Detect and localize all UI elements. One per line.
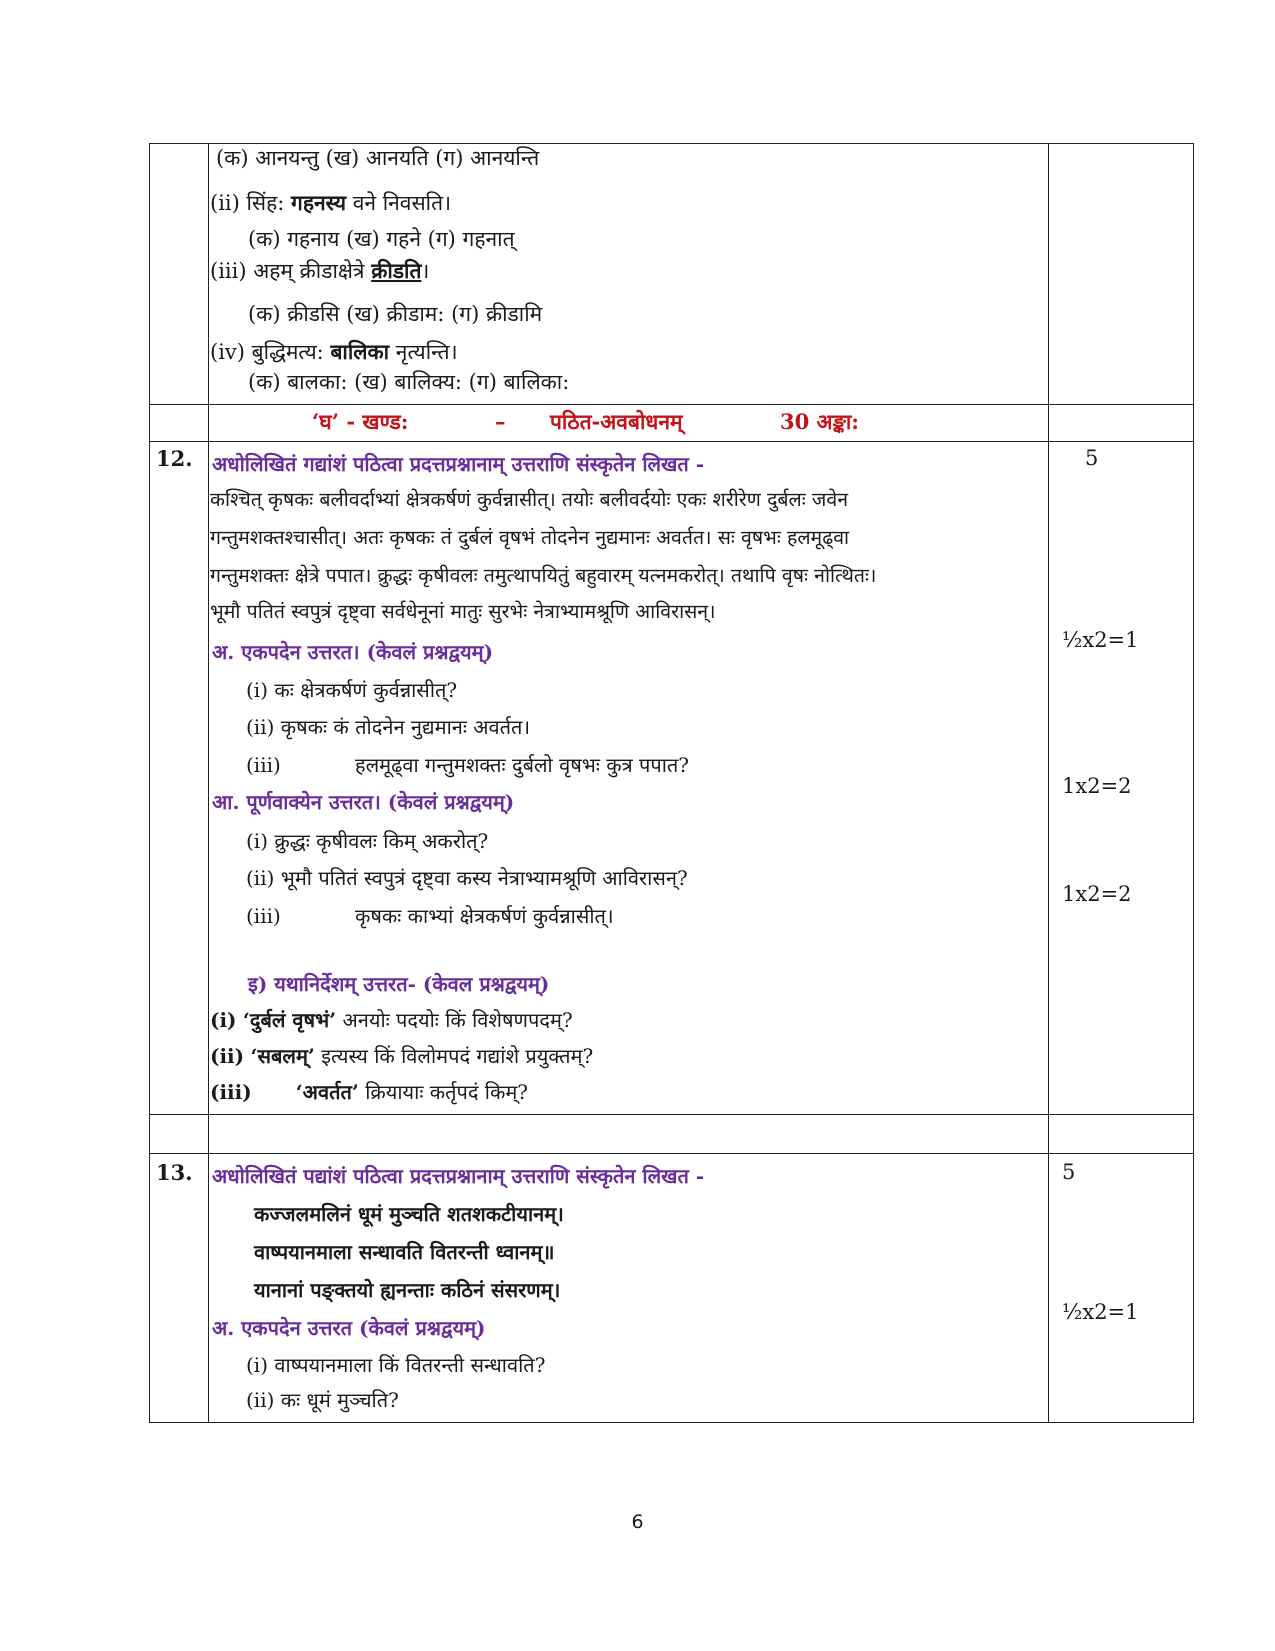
part-a-question: (i) कः क्षेत्रकर्षणं कुर्वन्नासीत्?: [246, 678, 458, 702]
question-number: 12.: [156, 446, 193, 471]
part-a-question-num: (iii): [246, 753, 281, 777]
column-divider: [1048, 442, 1049, 1114]
part-i-question: (i) ‘दुर्बलं वृषभं’ अनयोः पदयोः किं विशेषणपदम्?: [210, 1008, 573, 1032]
options-ii: (क) गहनाय (ख) गहने (ग) गहनात्: [248, 227, 515, 251]
question-ii: (ii) सिंह: गहनस्य वने निवसति।: [210, 190, 452, 215]
question-number: 13.: [156, 1160, 193, 1185]
column-divider: [1048, 1115, 1049, 1153]
section-title: पठित-अवबोधनम्: [550, 409, 683, 434]
column-divider: [208, 144, 209, 404]
part-i-marks: 1x2=2: [1062, 882, 1132, 906]
part-aa-question-num: (iii): [246, 904, 281, 928]
passage-line: गन्तुमशक्तश्चासीत्। अतः कृषकः तं दुर्बलं वृषभं तोदनेन नुद्यमानः अवर्तत। सः वृषभः हलमूढ्वा: [210, 526, 850, 549]
part-a-marks: ½x2=1: [1062, 1300, 1139, 1324]
column-divider: [208, 442, 209, 1114]
row-question-12: [149, 441, 1194, 1115]
column-divider: [1048, 144, 1049, 404]
passage-line: कश्चित् कृषकः बलीवर्दाभ्यां क्षेत्रकर्षणं कुर्वन्नासीत्। तयोः बलीवर्दयोः एकः शरीरेण दुर्बलः जवेन: [210, 488, 849, 511]
verse-line: कज्जलमलिनं धूमं मुञ्चति शतशकटीयानम्।: [254, 1202, 564, 1226]
section-marks: 30 अङ्का:: [780, 409, 860, 434]
question-heading: अधोलिखितं गद्यांशं पठित्वा प्रदत्तप्रश्नानाम् उत्तराणि संस्कृतेन लिखत -: [212, 452, 705, 476]
column-divider: [1048, 1154, 1049, 1422]
row-question-13: [149, 1153, 1194, 1423]
section-khand: ‘घ’ - खण्ड:: [312, 409, 409, 434]
page-number: 6: [631, 1511, 644, 1533]
part-aa-heading: आ. पूर्णवाक्येन उत्तरत। (केवलं प्रश्नद्वयम्): [212, 790, 515, 814]
column-divider: [208, 1154, 209, 1422]
total-marks: 5: [1085, 446, 1099, 470]
part-a-question: हलमूढ्वा गन्तुमशक्तः दुर्बलो वृषभः कुत्र पपात?: [355, 753, 690, 777]
part-a-heading: अ. एकपदेन उत्तरत। (केवलं प्रश्नद्वयम्): [212, 640, 494, 664]
part-a-question: (i) वाष्पयानमाला किं वितरन्ती सन्धावति?: [246, 1353, 546, 1377]
column-divider: [1048, 405, 1049, 441]
part-i-question: (ii) ‘सबलम्’ इत्यस्य किं विलोमपदं गद्यांशे प्रयुक्तम्?: [210, 1044, 594, 1068]
row-section-heading: [149, 404, 1194, 442]
question-heading: अधोलिखितं पद्यांशं पठित्वा प्रदत्तप्रश्नानाम् उत्तराणि संस्कृतेन लिखत -: [212, 1164, 705, 1188]
column-divider: [208, 405, 209, 441]
column-divider: [208, 1115, 209, 1153]
part-a-question: (ii) कः धूमं मुञ्चति?: [246, 1388, 399, 1412]
passage-line: भूमौ पतितं स्वपुत्रं दृष्ट्वा सर्वधेनूनां मातुः सुरभेः नेत्राभ्यामश्रूणि आविरासन्।: [210, 600, 716, 623]
total-marks: 5: [1062, 1160, 1076, 1184]
section-dash: –: [495, 409, 506, 434]
verse-line: वाष्पयानमाला सन्धावति वितरन्ती ध्वानम्॥: [254, 1240, 555, 1264]
part-i-question: (iii) ‘अवर्तत’ क्रियायाः कर्तृपदं किम्?: [210, 1080, 529, 1104]
options-line: (क) आनयन्तु (ख) आनयति (ग) आनयन्ति: [216, 146, 540, 170]
part-aa-question: (i) क्रुद्धः कृषीवलः किम् अकरोत्?: [246, 829, 489, 853]
options-iii: (क) क्रीडसि (ख) क्रीडाम: (ग) क्रीडामि: [248, 302, 543, 326]
part-a-marks: ½x2=1: [1062, 628, 1139, 652]
part-aa-question: (ii) भूमौ पतितं स्वपुत्रं दृष्ट्वा कस्य नेत्राभ्यामश्रूणि आविरासन्?: [246, 866, 688, 890]
part-a-question: (ii) कृषकः कं तोदनेन नुद्यमानः अवर्तत।: [246, 715, 531, 739]
row-continuation: [149, 143, 1194, 405]
options-iv: (क) बालका: (ख) बालिक्य: (ग) बालिका:: [248, 370, 570, 394]
part-aa-question: कृषकः काभ्यां क्षेत्रकर्षणं कुर्वन्नासीत्।: [355, 904, 614, 928]
part-aa-marks: 1x2=2: [1062, 774, 1132, 798]
question-iv: (iv) बुद्धिमत्य: बालिका नृत्यन्ति।: [210, 339, 458, 364]
part-a-heading: अ. एकपदेन उत्तरत (केवलं प्रश्नद्वयम्): [212, 1316, 486, 1340]
question-iii: (iii) अहम् क्रीडाक्षेत्रे क्रीडति।: [210, 258, 430, 283]
verse-line: यानानां पङ्क्तयो ह्यनन्ताः कठिनं संसरणम्।: [254, 1278, 561, 1302]
part-i-heading: इ) यथानिर्देशम् उत्तरत- (केवल प्रश्नद्वयम्): [248, 972, 550, 996]
passage-line: गन्तुमशक्तः क्षेत्रे पपात। क्रुद्धः कृषीवलः तमुत्थापयितुं बहुवारम् यत्नमकरोत्। तथापि वृषः नोत्थितः।: [210, 564, 877, 587]
row-empty: [149, 1114, 1194, 1154]
